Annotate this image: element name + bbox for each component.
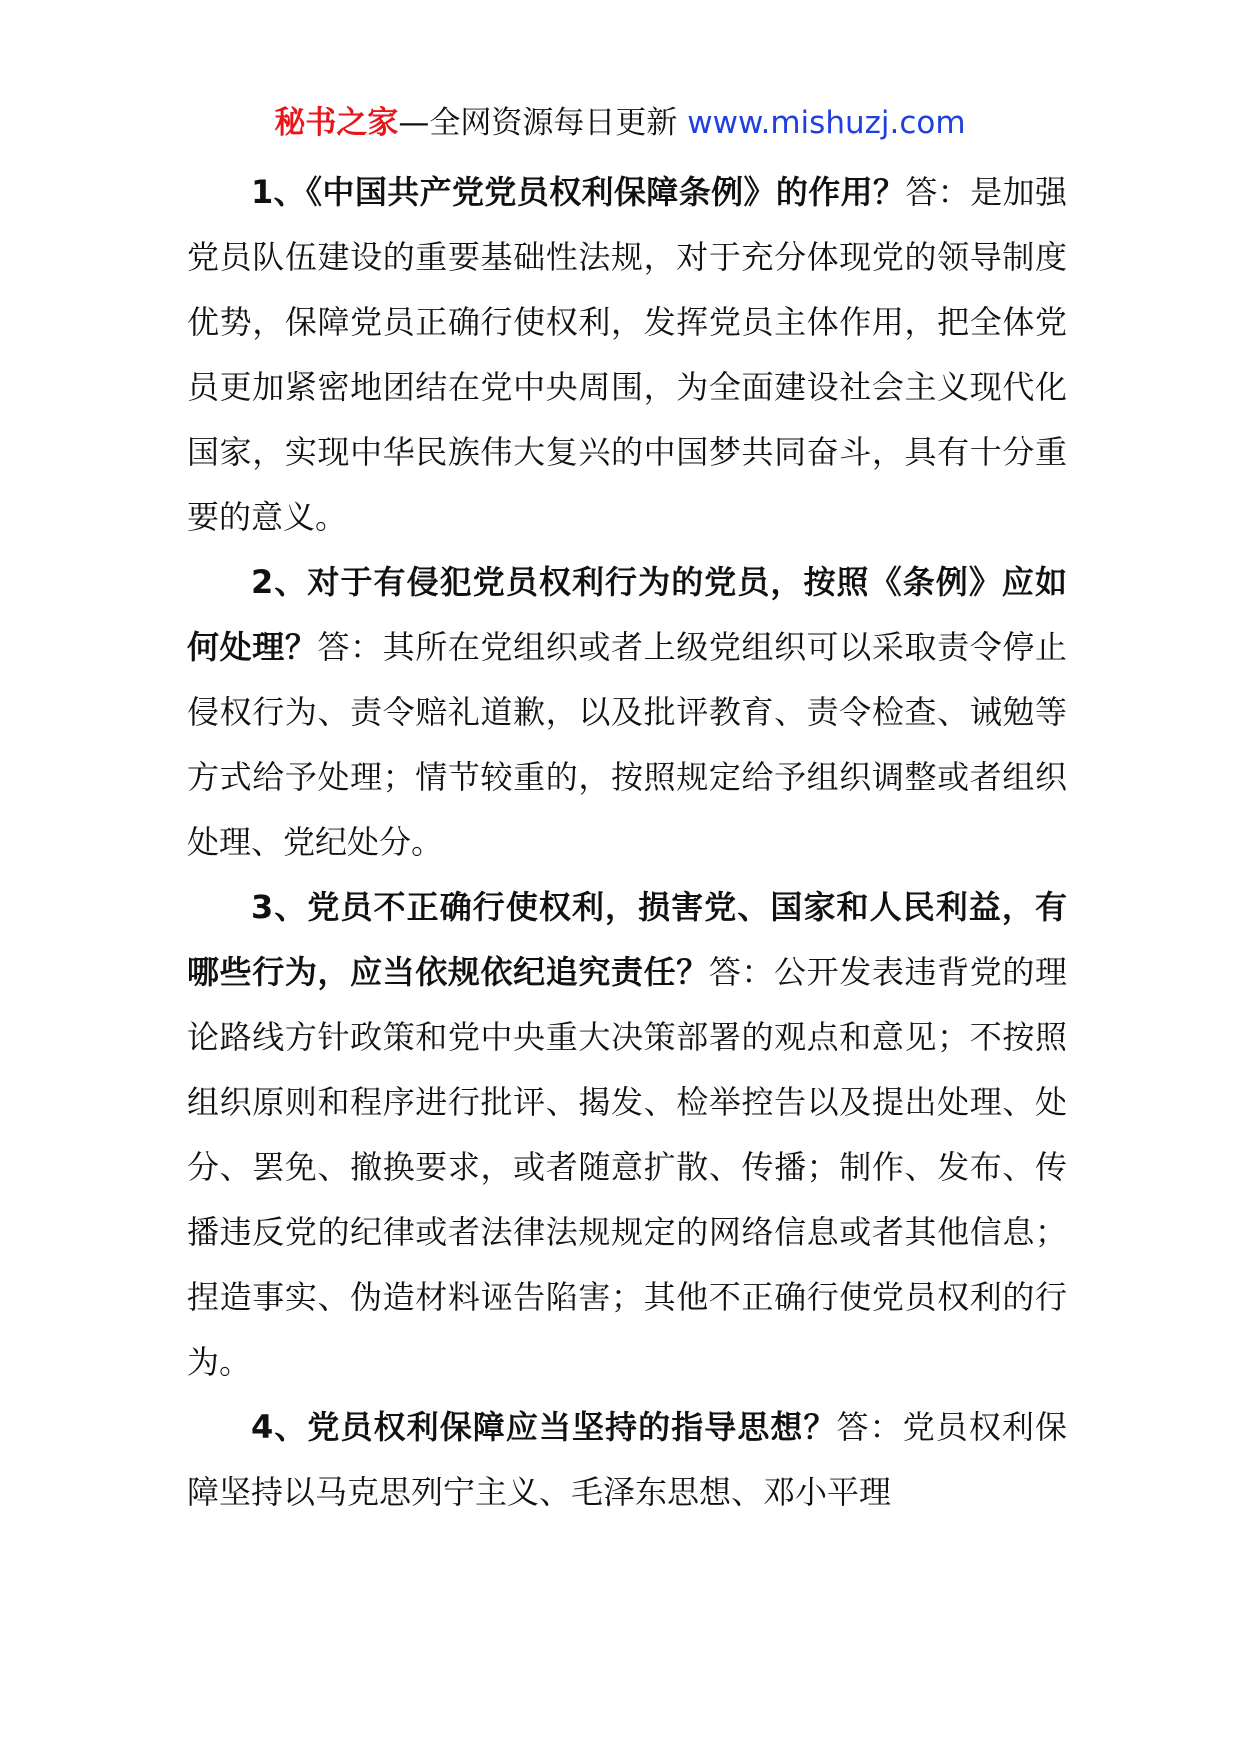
brand-name: 秘书之家 — [274, 105, 399, 141]
header-slogan: —全网资源每日更新 — [398, 105, 678, 141]
question-3: 3、党员不正确行使权利，损害党、国家和人民利益，有哪些行为，应当依规依纪追究责任？ — [187, 888, 1067, 991]
question-4: 4、党员权利保障应当坚持的指导思想？ — [251, 1408, 837, 1446]
qa-item-2 — [187, 550, 1067, 875]
qa-item-4 — [187, 1395, 1067, 1525]
site-url-link[interactable]: www.mishuzj.com — [687, 105, 966, 141]
question-1: 1、《中国共产党党员权利保障条例》的作用？ — [251, 173, 906, 211]
answer-1: 答：是加强党员队伍建设的重要基础性法规，对于充分体现党的领导制度优势，保障党员正确行使权利，发挥党员主体作用，把全体党员更加紧密地团结在党中央周围，为全面建设社会主义现代化国家，实现中华民族伟大复兴的中国梦共同奋斗，具有十分重要的意义。 — [187, 173, 1067, 536]
qa-content — [187, 160, 1067, 1525]
qa-item-1 — [187, 160, 1067, 550]
answer-4: 答：党员权利保障坚持以马克思列宁主义、毛泽东思想、邓小平理 — [187, 1408, 1067, 1511]
answer-3: 答：公开发表违背党的理论路线方针政策和党中央重大决策部署的观点和意见；不按照组织原则和程序进行批评、揭发、检举控告以及提出处理、处分、罢免、撤换要求，或者随意扩散、传播；制作、发布、传播违反党的纪律或者法律法规规定的网络信息或者其他信息；捏造事实、伪造材料诬告陷害；其他不正确行使党员权利的行为。 — [187, 953, 1067, 1381]
site-header — [0, 100, 1240, 146]
answer-2: 答：其所在党组织或者上级党组织可以采取责令停止侵权行为、责令赔礼道歉，以及批评教育、责令检查、诫勉等方式给予处理；情节较重的，按照规定给予组织调整或者组织处理、党纪处分。 — [187, 628, 1067, 861]
question-2: 2、对于有侵犯党员权利行为的党员，按照《条例》应如何处理？ — [187, 563, 1067, 666]
qa-item-3 — [187, 875, 1067, 1395]
